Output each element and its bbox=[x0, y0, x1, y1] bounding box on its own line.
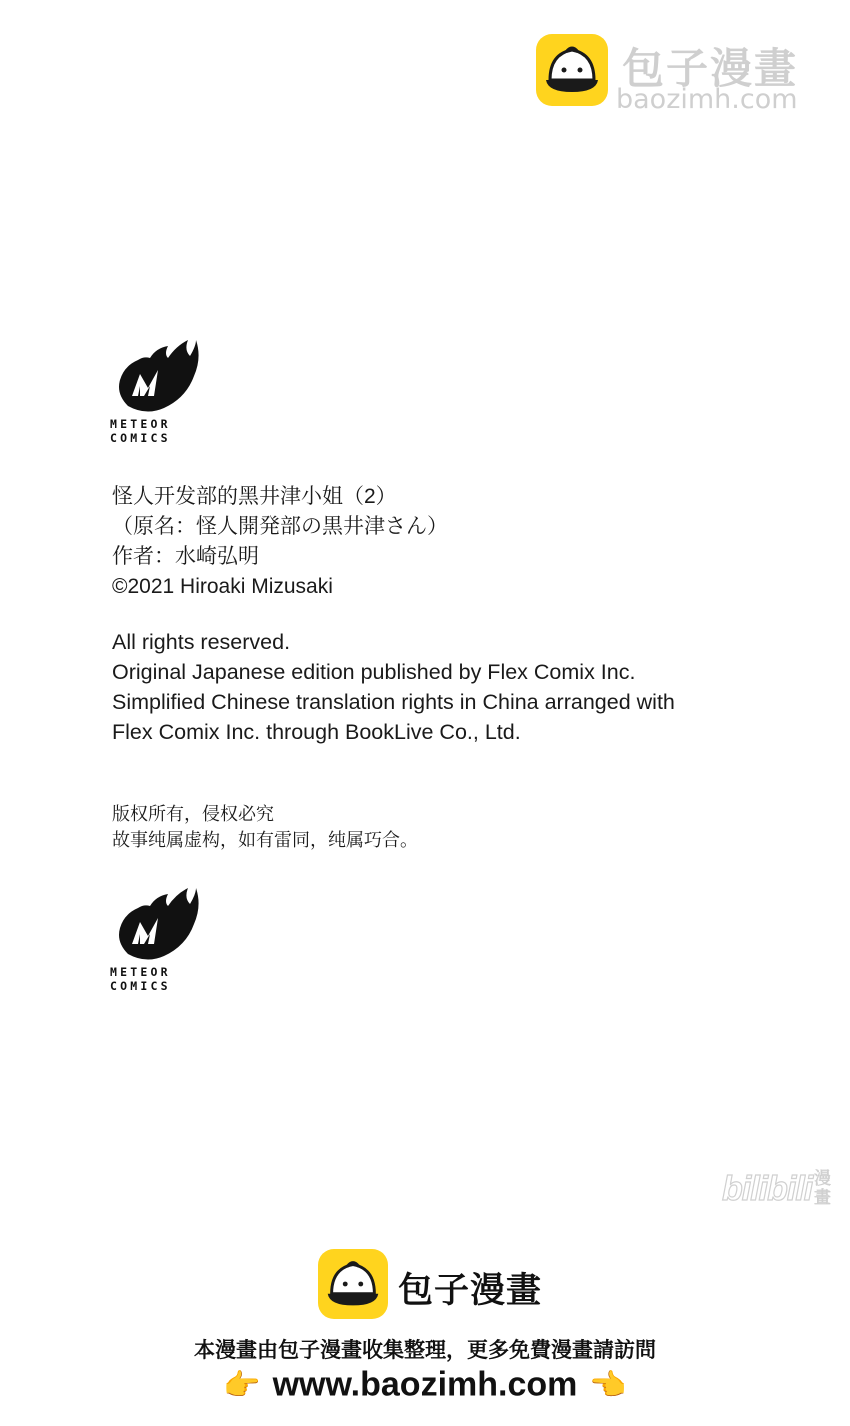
publisher-logo-bottom bbox=[110, 884, 200, 996]
site-url-link[interactable]: www.baozimh.com bbox=[272, 1365, 578, 1404]
bilibili-manga-label: 漫畫 bbox=[814, 1169, 831, 1208]
watermark-url: baozimh.com bbox=[616, 84, 798, 115]
notice-line: 故事纯属虚构，如有雷同，纯属巧合。 bbox=[112, 830, 418, 850]
rights-line: Original Japanese edition published by Flex Comix Inc. bbox=[112, 660, 636, 684]
author: 作者：水崎弘明 bbox=[112, 545, 259, 568]
book-title: 怪人开发部的黑井津小姐（2） bbox=[112, 485, 397, 508]
copyright: ©2021 Hiroaki Mizusaki bbox=[112, 575, 333, 598]
steamed-bun-icon bbox=[318, 1249, 388, 1319]
bilibili-wordmark: bilibili bbox=[722, 1170, 813, 1208]
flaming-m-icon bbox=[110, 884, 200, 964]
rights-block bbox=[112, 627, 675, 747]
bottom-brand-name: 包子漫畫 bbox=[398, 1271, 543, 1311]
logo-line-meteor: METEOR bbox=[110, 417, 171, 431]
bottom-brand-logo[interactable] bbox=[318, 1249, 558, 1321]
original-name: （原名：怪人開発部の黒井津さん） bbox=[112, 515, 448, 538]
steamed-bun-icon bbox=[536, 34, 608, 106]
rights-line: Flex Comix Inc. through BookLive Co., Ltd. bbox=[112, 720, 521, 744]
pointing-right-hand-icon: 👉 bbox=[223, 1368, 261, 1402]
logo-line-comics: COMICS bbox=[110, 431, 171, 445]
logo-line-meteor: METEOR bbox=[110, 965, 171, 979]
notice-line: 版权所有，侵权必究 bbox=[112, 804, 274, 824]
logo-line-comics: COMICS bbox=[110, 979, 171, 993]
rights-line: Simplified Chinese translation rights in China arranged with bbox=[112, 690, 675, 714]
top-watermark bbox=[536, 34, 826, 114]
flaming-m-icon bbox=[110, 336, 200, 416]
bilibili-watermark bbox=[722, 1168, 842, 1218]
pointing-left-hand-icon: 👈 bbox=[589, 1368, 627, 1402]
notice-block bbox=[112, 801, 418, 853]
rights-line: All rights reserved. bbox=[112, 630, 291, 654]
publisher-logo-top bbox=[110, 336, 200, 448]
watermark-brand: 包子漫畫 bbox=[622, 44, 799, 93]
bottom-notice: 本漫畫由包子漫畫收集整理，更多免費漫畫請訪問 bbox=[194, 1338, 656, 1362]
bottom-url-line bbox=[0, 1364, 850, 1405]
title-block bbox=[112, 482, 448, 602]
